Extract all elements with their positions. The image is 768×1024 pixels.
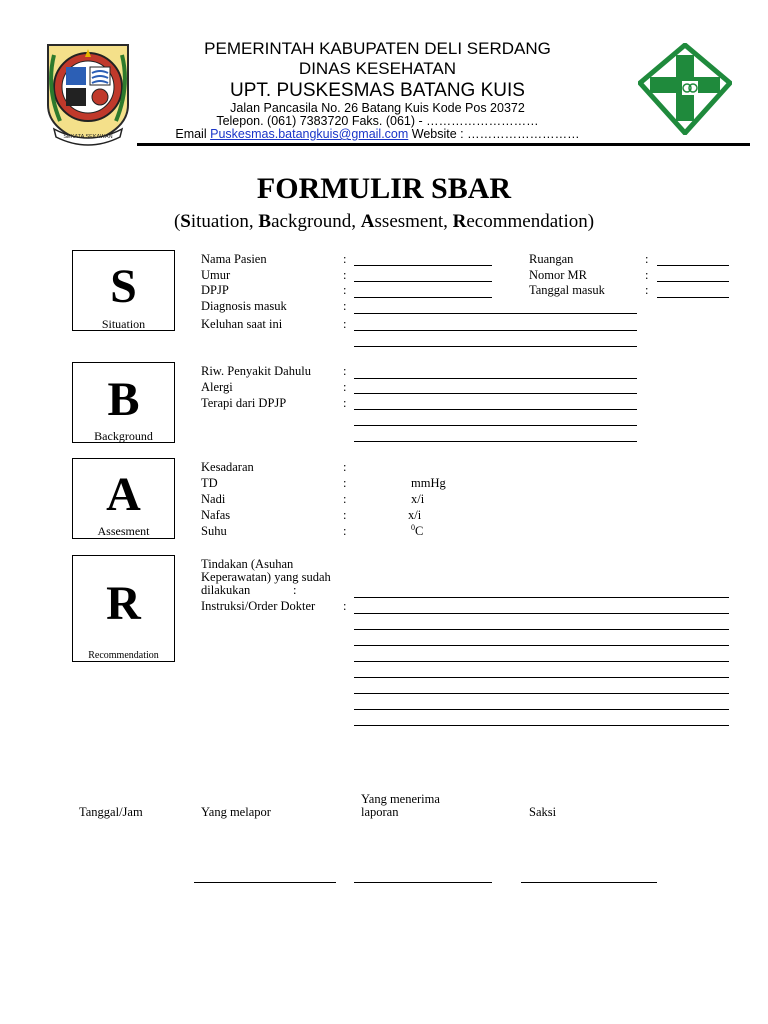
label-tindakan-1: Tindakan (Asuhan [201, 557, 294, 571]
field-ruangan[interactable] [657, 265, 729, 266]
field-terapi-3[interactable] [354, 441, 637, 442]
assesment-box [72, 458, 175, 539]
label-yang-melapor: Yang melapor [201, 805, 271, 819]
subtitle-r-rest: ecommendation) [466, 211, 595, 232]
suhu-degree: 0 [411, 523, 415, 532]
colon: : [343, 283, 347, 297]
recommendation-letter: R [106, 577, 141, 630]
colon: : [343, 599, 347, 613]
colon: : [343, 380, 347, 394]
field-umur[interactable] [354, 281, 492, 282]
header-department: DINAS KESEHATAN [298, 59, 457, 78]
suhu-celsius: C [415, 524, 424, 539]
background-letter: B [107, 373, 140, 426]
field-instruksi-8[interactable] [354, 725, 729, 726]
label-terapi: Terapi dari DPJP [201, 396, 287, 410]
field-instruksi-1[interactable] [354, 613, 729, 614]
field-instruksi-2[interactable] [354, 629, 729, 630]
situation-letter: S [110, 260, 137, 313]
header-phone: Telepon. (061) 7383720 Faks. (061) - ……………………… [216, 114, 539, 128]
header-government: PEMERINTAH KABUPATEN DELI SERDANG [204, 39, 551, 58]
header-address: Jalan Pancasila No. 26 Batang Kuis Kode Pos 20372 [230, 101, 525, 115]
label-keluhan: Keluhan saat ini [201, 317, 283, 331]
situation-box [72, 250, 175, 331]
label-kesadaran: Kesadaran [201, 460, 254, 474]
colon: : [343, 299, 347, 313]
recommendation-caption: Recommendation [88, 650, 159, 661]
field-terapi-2[interactable] [354, 425, 637, 426]
label-nama-pasien: Nama Pasien [201, 252, 267, 266]
colon: : [645, 252, 649, 266]
subtitle-s-initial: S [180, 211, 191, 232]
assesment-caption: Assesment [97, 524, 150, 538]
field-instruksi-3[interactable] [354, 645, 729, 646]
label-riwayat: Riw. Penyakit Dahulu [201, 364, 311, 378]
field-instruksi-7[interactable] [354, 709, 729, 710]
field-riwayat[interactable] [354, 378, 637, 379]
subtitle-r-initial: R [452, 211, 467, 232]
field-alergi[interactable] [354, 393, 637, 394]
seal-motto: SEKATA SEKAWAN [63, 134, 113, 140]
field-instruksi-6[interactable] [354, 693, 729, 694]
colon: : [343, 252, 347, 266]
field-tindakan[interactable] [354, 597, 729, 598]
label-tanggal-masuk: Tanggal masuk [529, 283, 605, 297]
colon: : [343, 492, 347, 506]
label-saksi: Saksi [529, 805, 557, 819]
subtitle-a-rest: ssesment, [374, 211, 453, 232]
unit-nadi: x/i [411, 492, 425, 506]
label-tindakan-3: dilakukan [201, 583, 251, 597]
subtitle-open: ( [173, 211, 181, 232]
website-label: Website : ……………………… [411, 127, 580, 141]
field-nomor-mr[interactable] [657, 281, 729, 282]
header-contact [150, 128, 605, 141]
email-link[interactable]: Puskesmas.batangkuis@gmail.com [210, 127, 409, 141]
puskesmas-logo [638, 43, 732, 135]
header-divider [137, 143, 750, 146]
colon: : [343, 364, 347, 378]
label-instruksi: Instruksi/Order Dokter [201, 599, 316, 613]
unit-td: mmHg [411, 476, 446, 490]
signature-line-saksi[interactable] [521, 882, 657, 883]
label-yang-menerima-1: Yang menerima [361, 792, 440, 806]
field-instruksi-5[interactable] [354, 677, 729, 678]
background-box [72, 362, 175, 443]
unit-suhu [411, 524, 423, 538]
field-nama-pasien[interactable] [354, 265, 492, 266]
form-subtitle [0, 212, 768, 231]
label-alergi: Alergi [201, 380, 233, 394]
label-ruangan: Ruangan [529, 252, 574, 266]
colon: : [343, 524, 347, 538]
label-tindakan-2: Keperawatan) yang sudah [201, 570, 331, 584]
colon: : [645, 268, 649, 282]
colon: : [343, 268, 347, 282]
subtitle-b-rest: ackground, [271, 211, 361, 232]
label-diagnosis: Diagnosis masuk [201, 299, 287, 313]
field-instruksi-4[interactable] [354, 661, 729, 662]
subtitle-s-rest: ituation, [190, 211, 259, 232]
label-nomor-mr: Nomor MR [529, 268, 587, 282]
colon: : [343, 317, 347, 331]
regency-seal-logo [40, 35, 136, 147]
colon: : [343, 508, 347, 522]
label-nadi: Nadi [201, 492, 226, 506]
unit-nafas: x/i [408, 508, 422, 522]
colon: : [645, 283, 649, 297]
assesment-letter: A [106, 468, 141, 521]
subtitle-b-initial: B [258, 211, 272, 232]
recommendation-box [72, 555, 175, 662]
subtitle-a-initial: A [360, 211, 375, 232]
label-tanggal-jam: Tanggal/Jam [79, 805, 143, 819]
label-suhu: Suhu [201, 524, 227, 538]
signature-line-melapor[interactable] [194, 882, 336, 883]
colon: : [343, 476, 347, 490]
header-institution: UPT. PUSKESMAS BATANG KUIS [230, 80, 525, 101]
colon: : [293, 583, 297, 597]
label-yang-menerima-2: laporan [361, 805, 399, 819]
field-keluhan-2[interactable] [354, 346, 637, 347]
label-umur: Umur [201, 268, 231, 282]
label-td: TD [201, 476, 218, 490]
signature-line-menerima[interactable] [354, 882, 492, 883]
colon: : [343, 396, 347, 410]
field-keluhan-1[interactable] [354, 330, 637, 331]
field-terapi-1[interactable] [354, 409, 637, 410]
label-dpjp: DPJP [201, 283, 229, 297]
field-diagnosis[interactable] [354, 313, 637, 314]
email-label: Email [175, 127, 207, 141]
background-caption: Background [94, 429, 153, 443]
label-nafas: Nafas [201, 508, 231, 522]
form-title: FORMULIR SBAR [256, 172, 512, 205]
colon: : [343, 460, 347, 474]
situation-caption: Situation [101, 317, 146, 331]
field-tanggal-masuk[interactable] [657, 297, 729, 298]
field-dpjp[interactable] [354, 297, 492, 298]
